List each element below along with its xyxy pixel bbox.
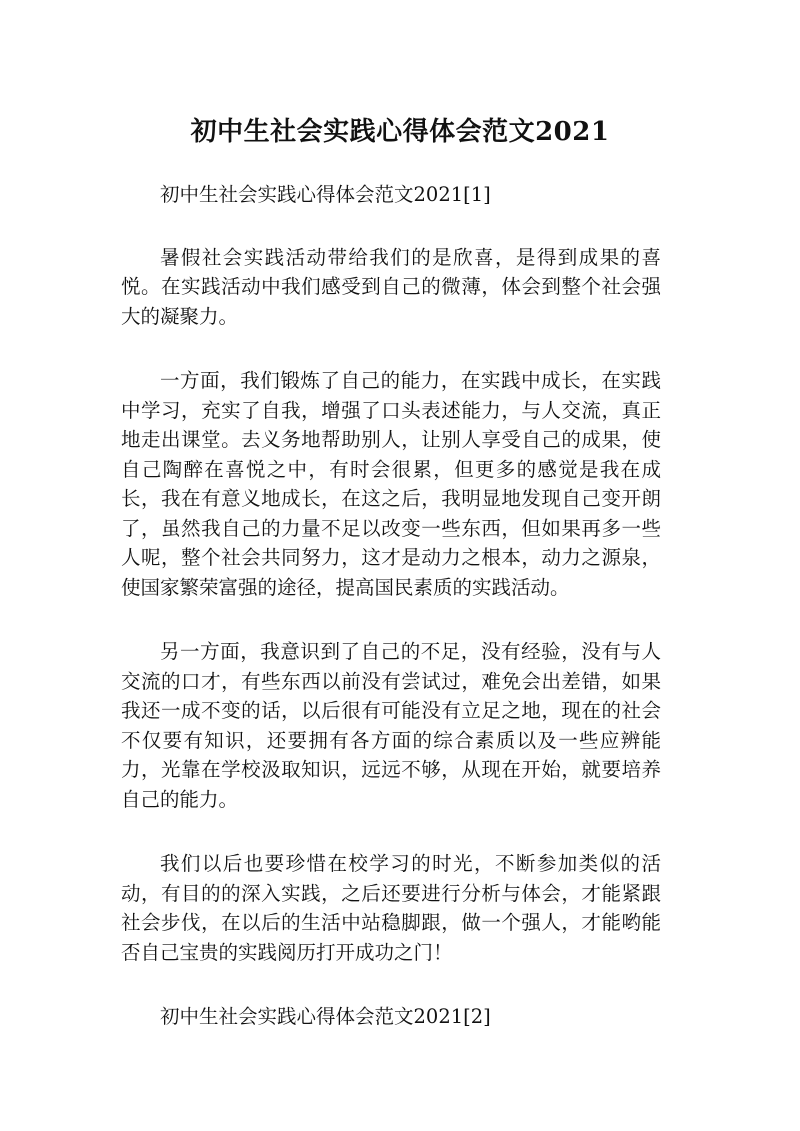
- paragraph-2: 一方面，我们锻炼了自己的能力，在实践中成长，在实践中学习，充实了自我，增强了口头表述能力，与人交流，真正地走出课堂。去义务地帮助别人，让别人享受自己的成果，使自己陶醉在喜悦之中，有时会很累，但更多的感觉是我在成长，我在有意义地成长，在这之后，我明显地发现自己变开朗了，虽然我自己的力量不足以改变一些东西，但如果再多一些人呢，整个社会共同努力，这才是动力之根本，动力之源泉，使国家繁荣富强的途径，提高国民素质的实践活动。: [121, 369, 661, 599]
- section-heading-2: 初中生社会实践心得体会范文2021[2]: [160, 1005, 491, 1028]
- paragraph-4: 我们以后也要珍惜在校学习的时光，不断参加类似的活动，有目的的深入实践，之后还要进行分析与体会，才能紧跟社会步伐，在以后的生活中站稳脚跟，做一个强人，才能哟能否自己宝贵的实践阅历打开成功之门！: [121, 852, 661, 964]
- paragraph-1: 暑假社会实践活动带给我们的是欣喜，是得到成果的喜悦。在实践活动中我们感受到自己的微薄，体会到整个社会强大的凝聚力。: [121, 245, 661, 328]
- section-heading-1: 初中生社会实践心得体会范文2021[1]: [160, 183, 491, 206]
- document-body: [121, 180, 661, 1065]
- paragraph-3: 另一方面，我意识到了自己的不足，没有经验，没有与人交流的口才，有些东西以前没有尝试过，难免会出差错，如果我还一成不变的话，以后很有可能没有立足之地，现在的社会不仅要有知识，还要拥有各方面的综合素质以及一些应辨能力，光靠在学校汲取知识，远远不够，从现在开始，就要培养自己的能力。: [121, 640, 661, 811]
- page-title: 初中生社会实践心得体会范文2021: [190, 117, 610, 147]
